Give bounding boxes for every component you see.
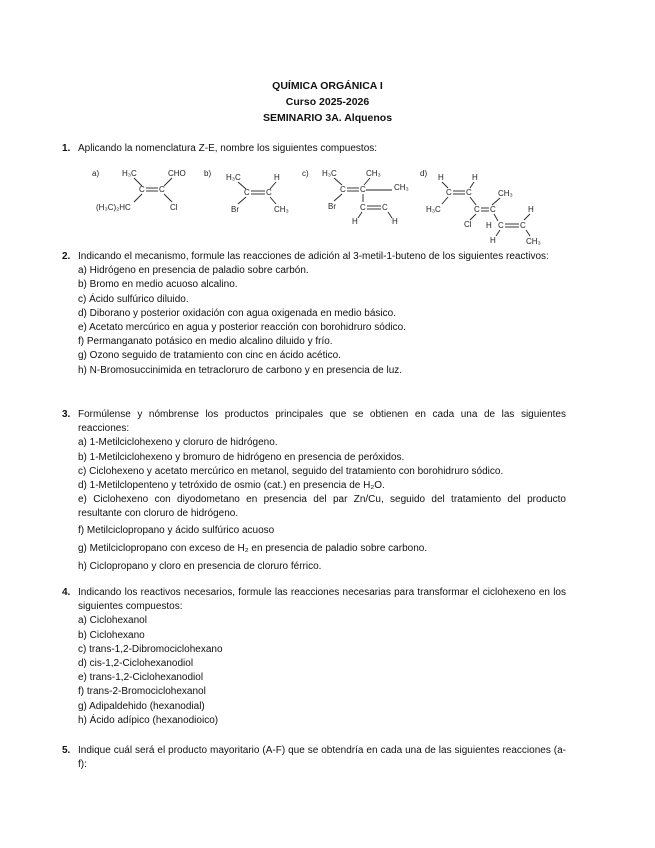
substituent-text: CH₃ [274, 205, 289, 214]
atom-text: C [520, 221, 526, 230]
question-text: Formúlense y nómbrense los productos principales que se obtienen en cada una de las siguientes reacciones: [78, 409, 566, 435]
atom-text: H [392, 217, 398, 226]
list-item: d) 1-Metilclopenteno y tetróxido de osmio (cat.) en presencia de H₂O. [78, 480, 385, 492]
course-year: Curso 2025-2026 [285, 96, 370, 108]
atom-text: H [472, 173, 478, 182]
seminar-title: SEMINARIO 3A. Alquenos [262, 112, 393, 124]
list-item: g) Ozono seguido de tratamiento con cinc en ácido acético. [78, 350, 341, 362]
list-item: f) Permanganato potásico en medio alcalino diluido y frío. [78, 336, 333, 348]
structure-label: a) [92, 169, 100, 178]
substituent-text: CH₃ [498, 189, 513, 198]
list-item: c) Ácido sulfúrico diluido. [78, 293, 189, 305]
question-3 [62, 408, 566, 574]
question-number: 4. [62, 587, 71, 598]
list-item: a) Hidrógeno en presencia de paladio sobre carbón. [78, 265, 309, 277]
question-number: 5. [62, 745, 71, 756]
list-item: a) 1-Metilciclohexeno y cloruro de hidrógeno. [78, 437, 278, 449]
substituent-text: CHO [168, 169, 186, 178]
list-item: b) Ciclohexano [78, 629, 145, 641]
substituent-text: Cl [170, 203, 178, 212]
atom-text: C [466, 188, 472, 197]
course-title: QUÍMICA ORGÁNICA I [272, 80, 383, 92]
substituent-text: CH₃ [366, 169, 381, 178]
atom-text: H [528, 205, 534, 214]
atom-text: C [382, 203, 388, 212]
structure-b [204, 164, 294, 220]
structure-c [302, 164, 422, 226]
substituent-text: (H₃C)₂HC [96, 203, 131, 212]
atom-text: C [498, 221, 504, 230]
atom-text: C [360, 185, 366, 194]
list-item: c) trans-1,2-Dibromociclohexano [78, 643, 223, 655]
structure-a [92, 164, 202, 220]
list-item: e) Ciclohexeno con diyodometano en presencia del par Zn/Cu, seguido del tratamiento del producto resultante con cloruro de hidrógeno. [78, 494, 566, 520]
question-1 [62, 142, 566, 156]
list-item: h) N-Bromosuccinimida en tetracloruro de carbono y en presencia de luz. [78, 364, 403, 376]
atom-text: C [474, 205, 480, 214]
list-item: b) 1-Metilciclohexeno y bromuro de hidrógeno en presencia de peróxidos. [78, 451, 405, 463]
substituent-text: CH₃ [526, 237, 541, 246]
list-item: g) Metilciclopropano con exceso de H₂ en presencia de paladio sobre carbono. [78, 542, 428, 554]
atom-text: C [266, 188, 272, 197]
list-item: a) Ciclohexanol [78, 615, 147, 627]
substituent-text: Br [328, 202, 336, 211]
atom-text: H [438, 173, 444, 182]
list-item: e) Acetato mercúrico en agua y posterior reacción con borohidruro sódico. [78, 322, 406, 334]
atom-text: C [360, 203, 366, 212]
list-item: h) Ciclopropano y cloro en presencia de cloruro férrico. [78, 561, 322, 573]
question-number: 3. [62, 409, 71, 420]
list-item: d) Diborano y posterior oxidación con agua oxigenada en medio básico. [78, 307, 396, 319]
question-number: 1. [62, 143, 71, 154]
question-2 [62, 250, 566, 378]
substituent-text: H₃C [322, 169, 337, 178]
list-item: f) Metilciclopropano y ácido sulfúrico acuoso [78, 524, 275, 536]
structure-label: c) [302, 169, 309, 178]
substituent-text: Br [231, 205, 239, 214]
list-item: h) Ácido adípico (hexanodioico) [78, 714, 219, 726]
atom-text: C [244, 188, 250, 197]
atom-text: C [139, 185, 145, 194]
list-item: f) trans-2-Bromociclohexanol [78, 686, 206, 698]
question-text: Aplicando la nomenclatura Z-E, nombre los siguientes compuestos: [78, 143, 378, 154]
question-5 [62, 744, 566, 772]
list-item: b) Bromo en medio acuoso alcalino. [78, 279, 238, 291]
atom-text: H [352, 217, 358, 226]
list-item: c) Ciclohexeno y acetato mercúrico en metanol, seguido del tratamiento con borohidruro sódico. [78, 465, 504, 477]
substituent-text: H₃C [226, 173, 241, 182]
structure-label: d) [420, 169, 428, 178]
substituent-text: H₃C [122, 169, 137, 178]
atom-text: C [446, 188, 452, 197]
list-item: d) cis-1,2-Ciclohexanodiol [78, 658, 194, 670]
substituent-text: Cl [464, 220, 472, 229]
question-number: 2. [62, 251, 71, 262]
atom-text: C [340, 185, 346, 194]
question-text: Indique cuál será el producto mayoritario (A-F) que se obtendría en cada una de las siguientes reacciones (a-f): [78, 745, 566, 771]
atom-text: C [159, 185, 165, 194]
atom-text: H [486, 221, 492, 230]
list-item: g) Adipaldehido (hexanodial) [78, 700, 205, 712]
list-item: e) trans-1,2-Ciclohexanodiol [78, 672, 204, 684]
question-text: Indicando los reactivos necesarios, formule las reacciones necesarias para transformar el ciclohexeno en los siguientes compuestos: [78, 587, 566, 613]
structure-d [420, 164, 550, 248]
atom-text: C [490, 205, 496, 214]
question-4 [62, 586, 566, 728]
atom-text: H [274, 173, 280, 182]
structure-label: b) [204, 169, 212, 178]
substituent-text: H₃C [426, 205, 441, 214]
substituent-text: CH₃ [394, 183, 409, 192]
atom-text: H [490, 236, 496, 245]
question-text: Indicando el mecanismo, formule las reacciones de adición al 3-metil-1-buteno de los siguientes reactivos: [78, 251, 549, 262]
